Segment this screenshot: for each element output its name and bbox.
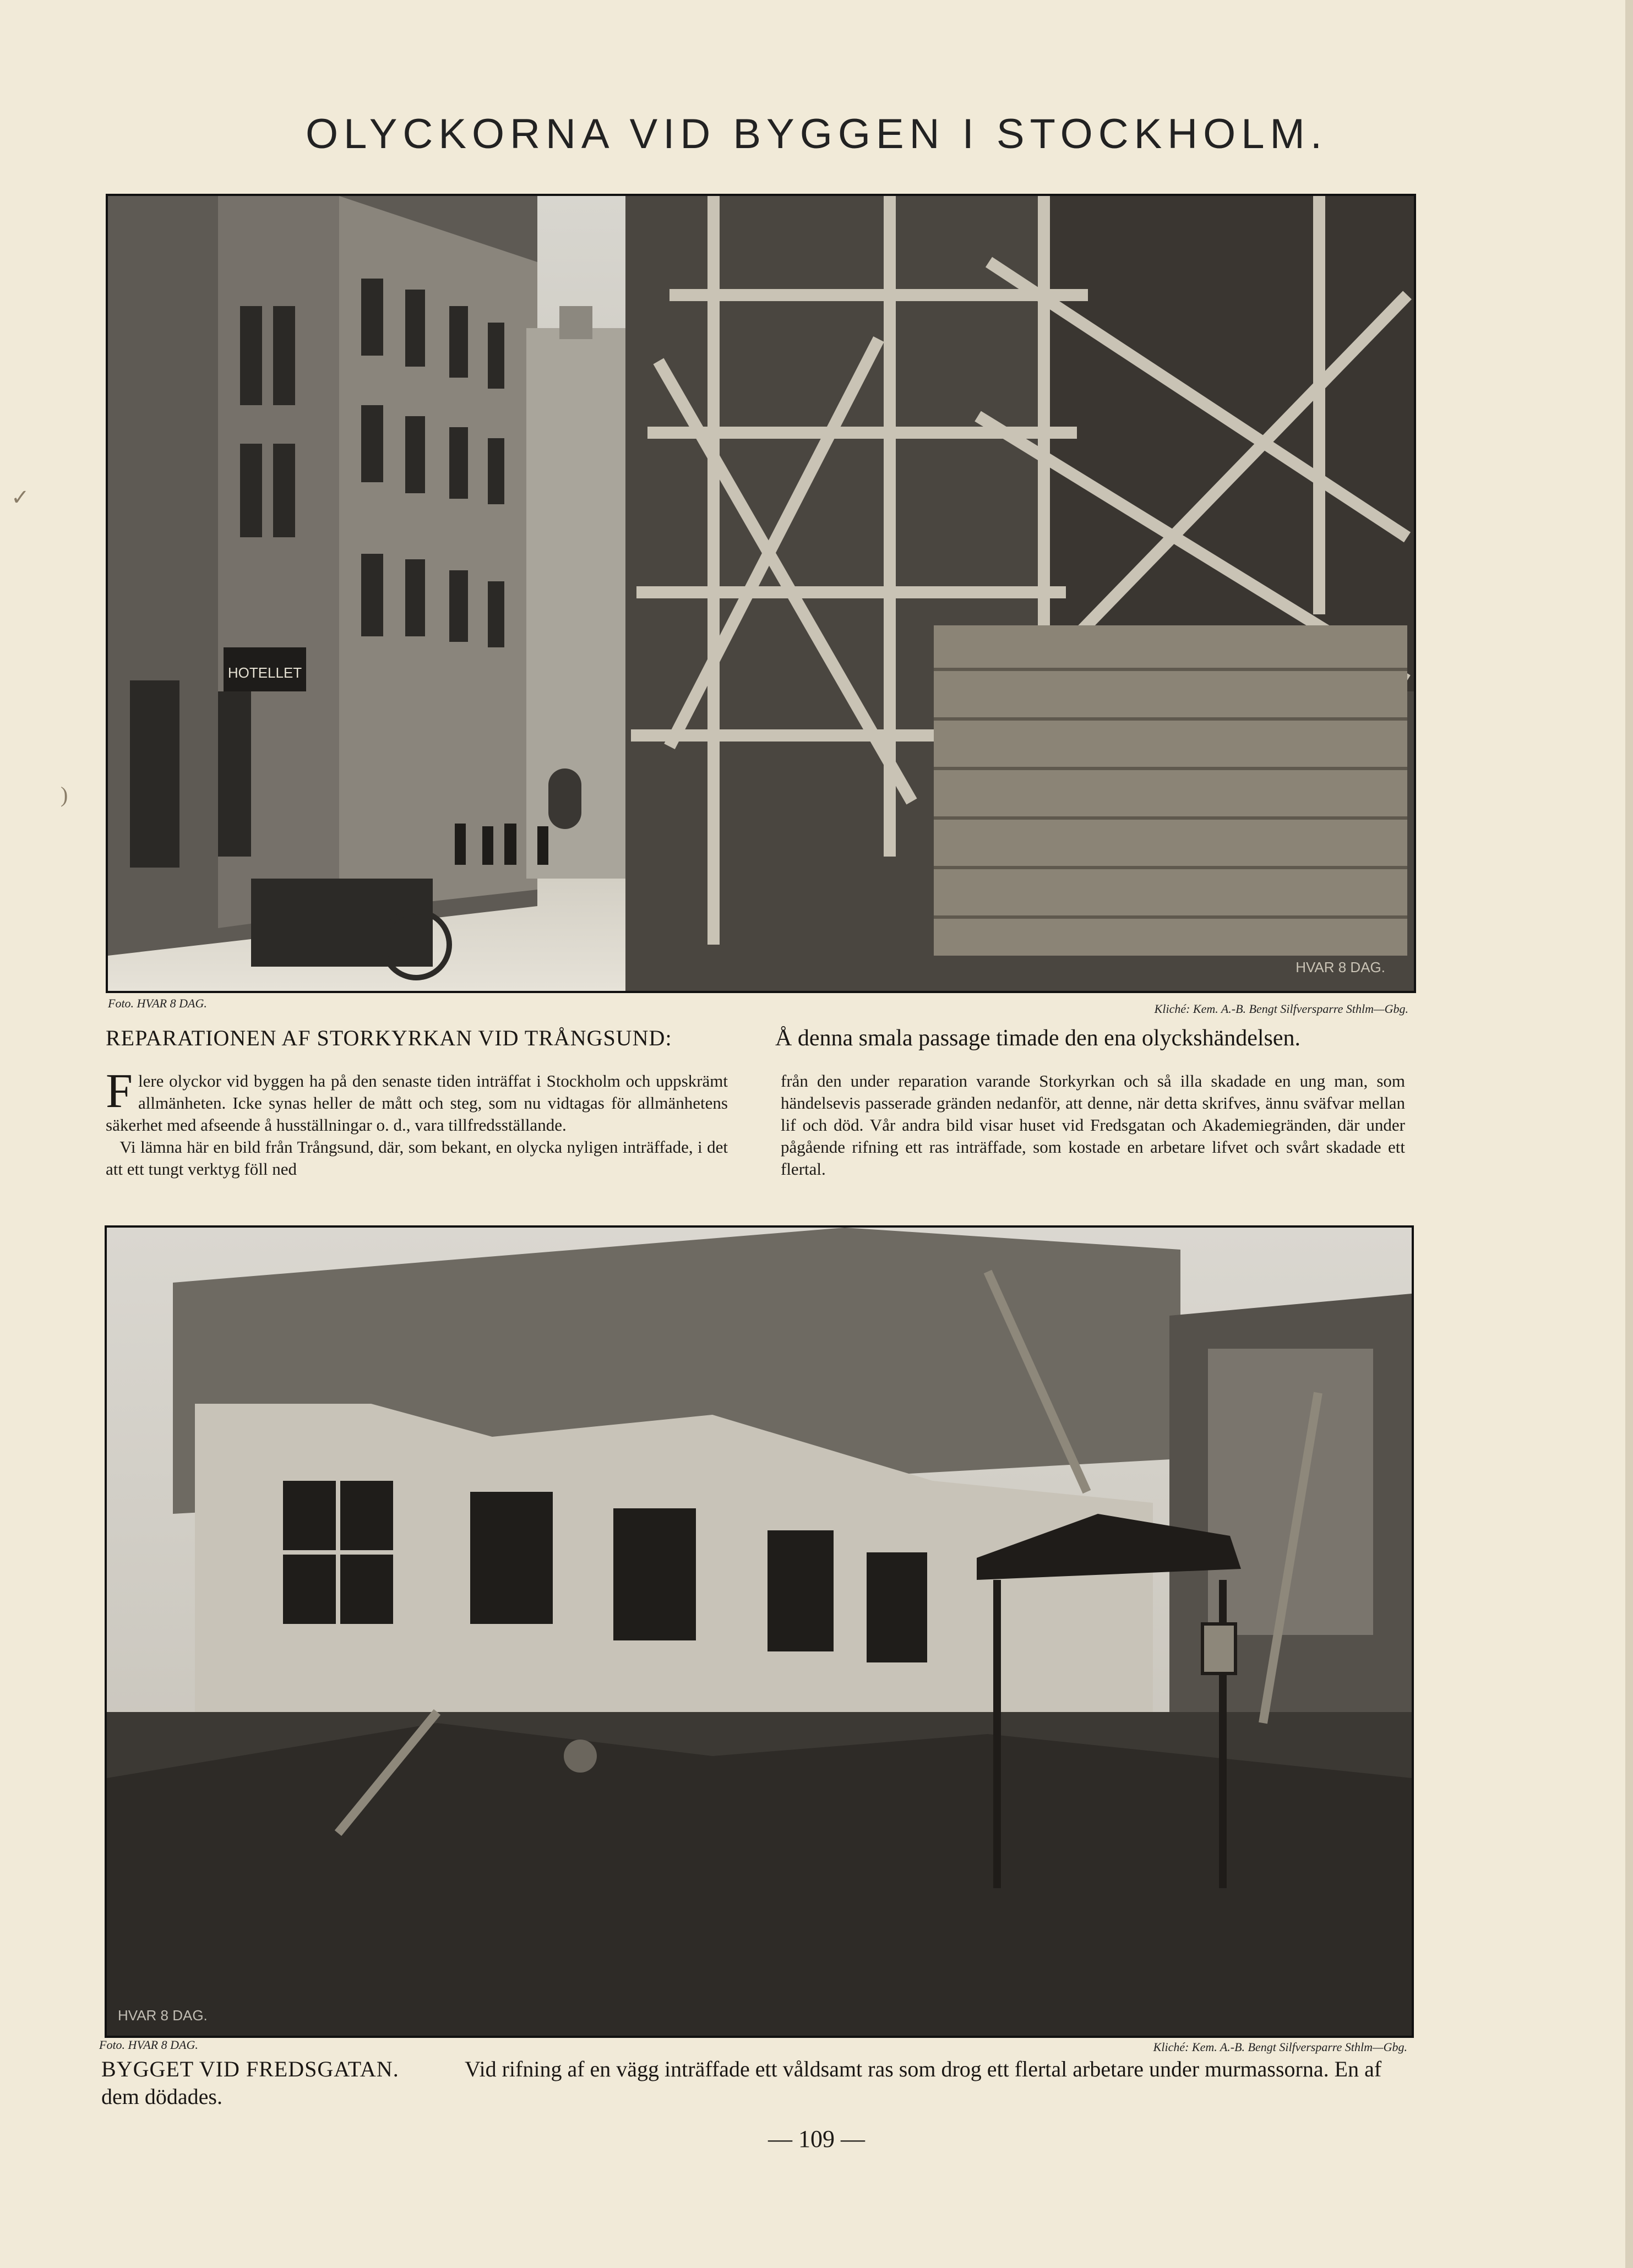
hotel-sign-text: HOTELLET	[227, 664, 302, 681]
page-number: — 109 —	[768, 2125, 865, 2152]
caption2-heading: BYGGET VID FREDSGATAN.	[101, 2057, 399, 2081]
photo1-credit-right: Kliché: Kem. A.-B. Bengt Silfversparre Sthlm—Gbg.	[1154, 1002, 1408, 1016]
article-paragraph-2: Vi lämna här en bild från Trångsund, där, som bekant, en olycka nyligen inträffade, i det att ett tungt verktyg föll ned	[106, 1137, 728, 1179]
scaffolding-photo-image	[108, 196, 1414, 991]
caption2-text: Vid rifning af en vägg inträffade ett våldsamt ras som drog ett flertal arbetare under murmassorna. En af dem dödades.	[101, 2057, 1382, 2109]
article-paragraph-3: från den under reparation varande Storkyrkan och så illa skadade en ung man, som händelsevis passerade gränden nedanför, att denne, när detta skrifves, ännu sväfvar mellan lif och död. Vår andra bild visar huset vid Fredsgatan och Akademiegränden, där under pågående rifning ett ras inträffade, som kostade en arbetare lifvet och svårt skadade ett flertal.	[781, 1071, 1405, 1179]
photo1-watermark: HVAR 8 DAG.	[1295, 959, 1385, 975]
photo-storkyrkan-scaffolding	[106, 194, 1416, 993]
article-paragraph-1: lere olyckor vid byggen ha på den senaste tiden inträffat i Stockholm och uppskrämt allmänheten. Icke synas heller de mått och steg, som nu vidtagas för allmänhetens säkerhet med afseende å husställningar o. d., vara tillfredsställande.	[106, 1071, 728, 1135]
caption1-right-heading: Å denna smala passage timade den ena olyckshändelsen.	[775, 1026, 1301, 1051]
article-column-right	[781, 1070, 1405, 1180]
photo2-credit-right: Kliché: Kem. A.-B. Bengt Silfversparre Sthlm—Gbg.	[1153, 2040, 1407, 2054]
caption2	[101, 2056, 1412, 2111]
caption1-left-heading: REPARATIONEN AF STORKYRKAN VID TRÅNGSUND:	[106, 1026, 672, 1050]
drop-cap: F	[106, 1065, 133, 1118]
demolition-photo-image	[107, 1228, 1412, 2036]
page-title: OLYCKORNA VID BYGGEN I STOCKHOLM.	[306, 111, 1327, 157]
article-column-left	[106, 1065, 728, 1180]
paper-edge	[1625, 0, 1633, 2268]
photo-fredsgatan-demolition	[105, 1225, 1414, 2038]
margin-mark: ✓	[11, 485, 30, 510]
photo2-credit-left: Foto. HVAR 8 DAG.	[99, 2038, 198, 2052]
margin-mark: )	[61, 782, 68, 807]
photo2-watermark: HVAR 8 DAG.	[118, 2007, 208, 2024]
photo1-credit-left: Foto. HVAR 8 DAG.	[108, 996, 207, 1010]
